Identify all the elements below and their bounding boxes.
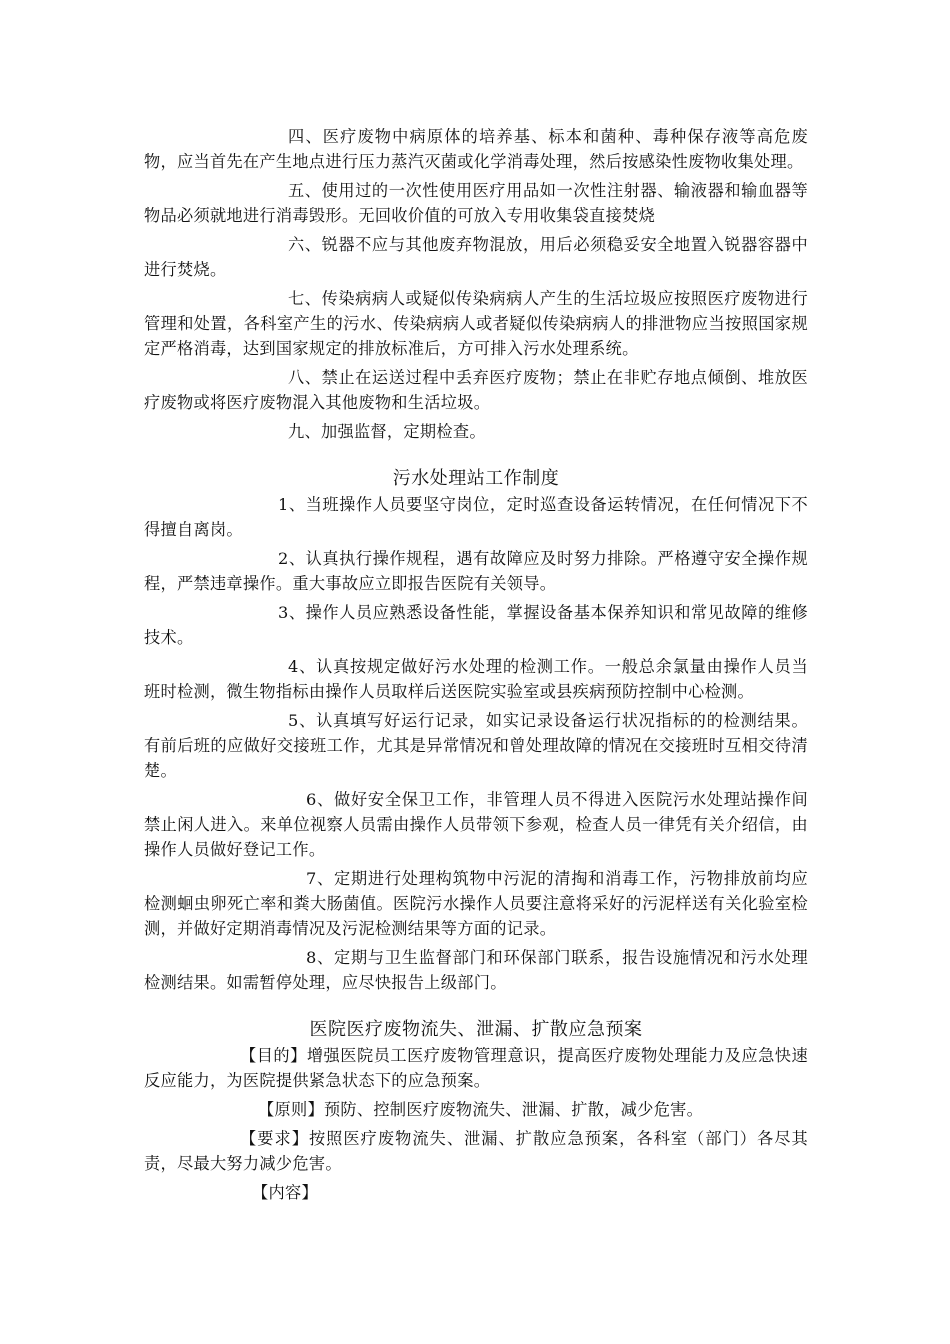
sewage-station-rules-section <box>144 492 808 995</box>
rule-6: 6、做好安全保卫工作，非管理人员不得进入医院污水处理站操作间禁止闲人进入。来单位视察人员需由操作人员带领下参观，检查人员一律凭有关介绍信，由操作人员做好登记工作。 <box>144 790 808 859</box>
paragraph-item-6: 六、锐器不应与其他废弃物混放，用后必须稳妥安全地置入锐器容器中进行焚烧。 <box>144 235 808 279</box>
plan-content-heading: 【内容】 <box>252 1183 318 1202</box>
emergency-plan-section <box>144 1043 808 1205</box>
emergency-plan-title: 医院医疗废物流失、泄漏、扩散应急预案 <box>309 1019 643 1040</box>
rule-1: 1、当班操作人员要坚守岗位，定时巡查设备运转情况，在任何情况下不得擅自离岗。 <box>144 495 808 539</box>
rule-7: 7、定期进行处理构筑物中污泥的清掏和消毒工作，污物排放前均应检测蛔虫卵死亡率和粪大肠菌值。医院污水操作人员要注意将采好的污泥样送有关化验室检测，并做好定期消毒情况及污泥检测结果等方面的记录。 <box>144 869 808 938</box>
paragraph-item-9: 九、加强监督，定期检查。 <box>288 422 486 441</box>
paragraph-item-7: 七、传染病病人或疑似传染病病人产生的生活垃圾应按照医疗废物进行管理和处置，各科室产生的污水、传染病病人或者疑似传染病病人的排泄物应当按照国家规定严格消毒，达到国家规定的排放标准后，方可排入污水处理系统。 <box>144 289 808 358</box>
rule-4: 4、认真按规定做好污水处理的检测工作。一般总余氯量由操作人员当班时检测，微生物指标由操作人员取样后送医院实验室或县疾病预防控制中心检测。 <box>144 657 808 701</box>
plan-principle: 【原则】预防、控制医疗废物流失、泄漏、扩散，减少危害。 <box>258 1100 704 1119</box>
paragraph-item-5: 五、使用过的一次性使用医疗用品如一次性注射器、输液器和输血器等物品必须就地进行消毒毁形。无回收价值的可放入专用收集袋直接焚烧 <box>144 181 808 225</box>
paragraph-item-8: 八、禁止在运送过程中丢弃医疗废物；禁止在非贮存地点倾倒、堆放医疗废物或将医疗废物混入其他废物和生活垃圾。 <box>144 368 808 412</box>
rule-8: 8、定期与卫生监督部门和环保部门联系，报告设施情况和污水处理检测结果。如需暂停处理，应尽快报告上级部门。 <box>144 948 808 992</box>
rule-3: 3、操作人员应熟悉设备性能，掌握设备基本保养知识和常见故障的维修技术。 <box>144 603 808 647</box>
plan-requirement: 【要求】按照医疗废物流失、泄漏、扩散应急预案，各科室（部门）各尽其责，尽最大努力减少危害。 <box>144 1129 808 1173</box>
medical-waste-rules-section <box>144 124 808 444</box>
paragraph-item-4: 四、医疗废物中病原体的培养基、标本和菌种、毒种保存液等高危废物，应当首先在产生地点进行压力蒸汽灭菌或化学消毒处理，然后按感染性废物收集处理。 <box>144 127 808 171</box>
rule-5: 5、认真填写好运行记录，如实记录设备运行状况指标的的检测结果。有前后班的应做好交接班工作，尤其是异常情况和曾处理故障的情况在交接班时互相交待清楚。 <box>144 711 808 780</box>
sewage-station-title: 污水处理站工作制度 <box>392 468 560 489</box>
plan-purpose: 【目的】增强医院员工医疗废物管理意识，提高医疗废物处理能力及应急快速反应能力，为医院提供紧急状态下的应急预案。 <box>144 1046 808 1090</box>
rule-2: 2、认真执行操作规程，遇有故障应及时努力排除。严格遵守安全操作规程，严禁违章操作。重大事故应立即报告医院有关领导。 <box>144 549 808 593</box>
document-body <box>144 124 808 1209</box>
